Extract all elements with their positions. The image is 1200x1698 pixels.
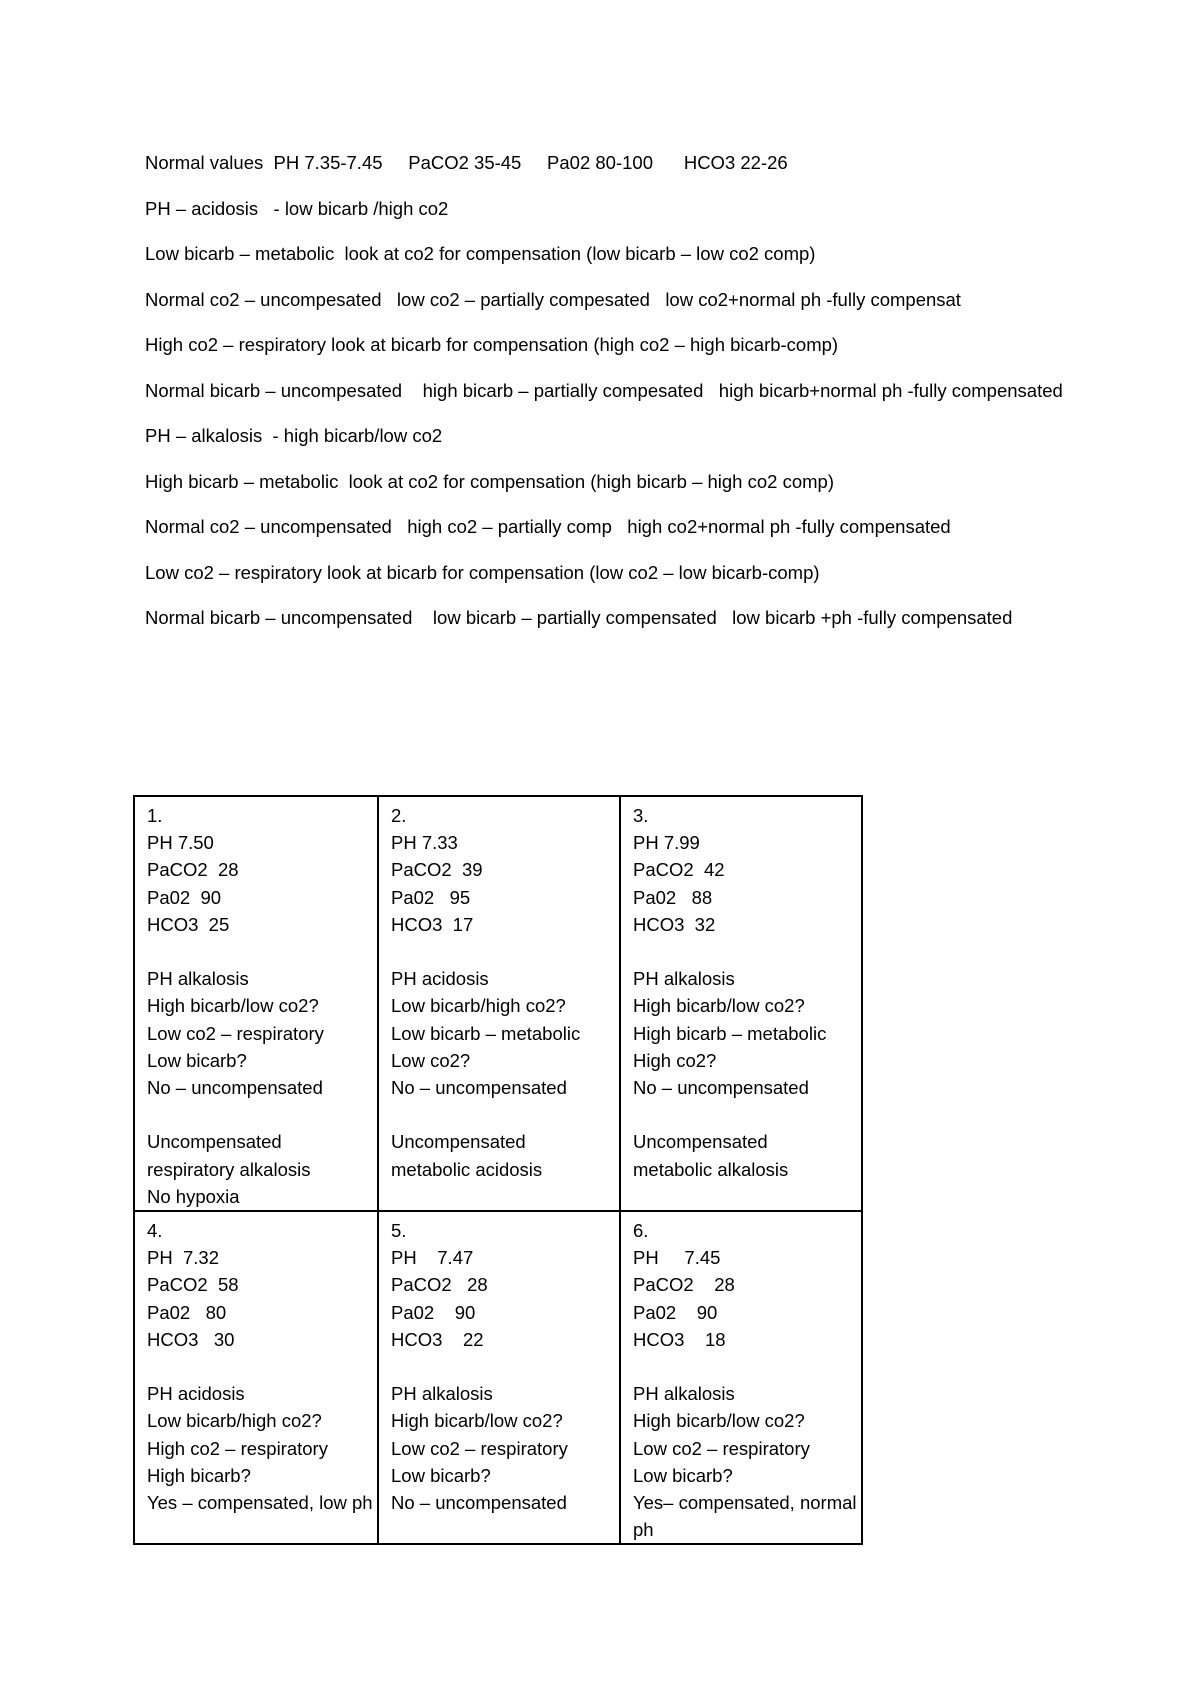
case-number: 4. [147,1220,163,1242]
analysis-line: PH acidosis [391,968,489,990]
conclusion-line: respiratory alkalosis [147,1158,311,1180]
note-line: Low bicarb – metabolic look at co2 for compensation (low bicarb – low co2 comp) [145,243,816,264]
analysis-line: Low co2 – respiratory [633,1437,810,1459]
note-line: PH – alkalosis - high bicarb/low co2 [145,425,443,446]
analysis-line: High bicarb/low co2? [391,1410,563,1432]
note-line: Normal bicarb – uncompensated low bicarb – partially compensated low bicarb +ph -fully compensated [145,607,1013,628]
analysis-line: No – uncompensated [391,1077,567,1099]
conclusion-line: metabolic alkalosis [633,1158,789,1180]
pao2-value: Pa02 80 [147,1301,227,1323]
analysis-line: Yes – compensated, low ph [147,1492,373,1514]
analysis-line: No – uncompensated [147,1077,323,1099]
paco2-value: PaCO2 39 [391,859,483,881]
pao2-value: Pa02 88 [633,886,713,908]
case-cell-3 [620,796,862,1211]
analysis-line: PH alkalosis [391,1383,493,1405]
note-line: Low co2 – respiratory look at bicarb for compensation (low co2 – low bicarb-comp) [145,561,820,583]
note-line: Normal co2 – uncompensated high co2 – partially comp high co2+normal ph -fully compensated [145,516,951,537]
spacer [633,1101,859,1128]
conclusion-line: Uncompensated [147,1131,282,1153]
hco3-value: HCO3 32 [633,913,716,935]
case-cell-1 [134,796,378,1211]
analysis-line: Low bicarb/high co2? [391,995,566,1017]
spacer [633,1353,859,1380]
spacer [391,938,617,965]
table-row [134,1211,862,1544]
case-number: 5. [391,1220,407,1242]
note-line: High bicarb – metabolic look at co2 for compensation (high bicarb – high co2 comp) [145,470,834,492]
table-row [134,796,862,1211]
case-cell-4 [134,1211,378,1544]
analysis-line: Low co2? [391,1049,471,1071]
analysis-line: Yes– compensated, normal ph [633,1492,857,1541]
analysis-line: PH alkalosis [633,968,735,990]
case-cell-5 [378,1211,620,1544]
note-line: Normal co2 – uncompesated low co2 – partially compesated low co2+normal ph -fully compensat [145,288,961,310]
case-cell-6 [620,1211,862,1544]
paco2-value: PaCO2 28 [147,859,239,881]
note-line: PH – acidosis - low bicarb /high co2 [145,197,449,219]
abg-case-table [133,795,863,1545]
pao2-value: Pa02 90 [633,1301,718,1323]
analysis-line: Low co2 – respiratory [391,1437,568,1459]
pao2-value: Pa02 90 [147,886,222,908]
conclusion-line: Uncompensated [633,1131,768,1153]
analysis-line: No – uncompensated [391,1492,567,1514]
ph-value: PH 7.45 [633,1247,721,1269]
spacer [391,1101,617,1128]
note-line: Normal bicarb – uncompesated high bicarb – partially compesated high bicarb+normal ph -fully compensated [145,379,1063,401]
hco3-value: HCO3 17 [391,913,474,935]
hco3-value: HCO3 18 [633,1328,726,1350]
hco3-value: HCO3 25 [147,913,230,935]
pao2-value: Pa02 90 [391,1301,476,1323]
analysis-line: PH acidosis [147,1383,245,1405]
analysis-line: Low bicarb? [391,1464,491,1486]
abg-rules-notes [145,148,1065,649]
paco2-value: PaCO2 28 [633,1274,735,1296]
analysis-line: High co2? [633,1049,717,1071]
case-number: 1. [147,805,163,826]
case-number: 3. [633,805,649,826]
spacer [147,938,375,965]
analysis-line: Low bicarb? [147,1049,247,1071]
case-cell-2 [378,796,620,1211]
ph-value: PH 7.47 [391,1247,474,1269]
ph-value: PH 7.33 [391,832,458,854]
analysis-line: No – uncompensated [633,1077,809,1099]
analysis-line: PH alkalosis [633,1383,735,1405]
spacer [147,1353,375,1380]
spacer [391,1353,617,1380]
analysis-line: Low bicarb/high co2? [147,1410,322,1432]
conclusion-line: metabolic acidosis [391,1158,543,1180]
paco2-value: PaCO2 58 [147,1274,239,1296]
conclusion-line: Uncompensated [391,1131,526,1153]
conclusion-line: No hypoxia [147,1185,240,1207]
ph-value: PH 7.99 [633,832,700,854]
analysis-line: Low bicarb? [633,1464,733,1486]
case-number: 2. [391,805,407,826]
spacer [147,1101,375,1128]
pao2-value: Pa02 95 [391,886,471,908]
hco3-value: HCO3 30 [147,1328,235,1350]
analysis-line: High bicarb/low co2? [633,1410,805,1432]
analysis-line: PH alkalosis [147,968,249,990]
ph-value: PH 7.32 [147,1247,219,1269]
analysis-line: High bicarb/low co2? [633,995,805,1017]
ph-value: PH 7.50 [147,832,214,854]
normal-values-line: Normal values PH 7.35-7.45 PaCO2 35-45 Pa02 80-100 HCO3 22-26 [145,152,788,173]
note-line: High co2 – respiratory look at bicarb for compensation (high co2 – high bicarb-comp) [145,334,839,355]
analysis-line: High co2 – respiratory [147,1437,328,1459]
analysis-line: Low co2 – respiratory [147,1022,324,1044]
case-number: 6. [633,1220,649,1242]
spacer [633,938,859,965]
hco3-value: HCO3 22 [391,1328,484,1350]
analysis-line: High bicarb? [147,1464,251,1486]
analysis-line: High bicarb/low co2? [147,995,319,1017]
analysis-line: Low bicarb – metabolic [391,1022,581,1044]
paco2-value: PaCO2 28 [391,1274,488,1296]
paco2-value: PaCO2 42 [633,859,725,881]
analysis-line: High bicarb – metabolic [633,1022,827,1044]
